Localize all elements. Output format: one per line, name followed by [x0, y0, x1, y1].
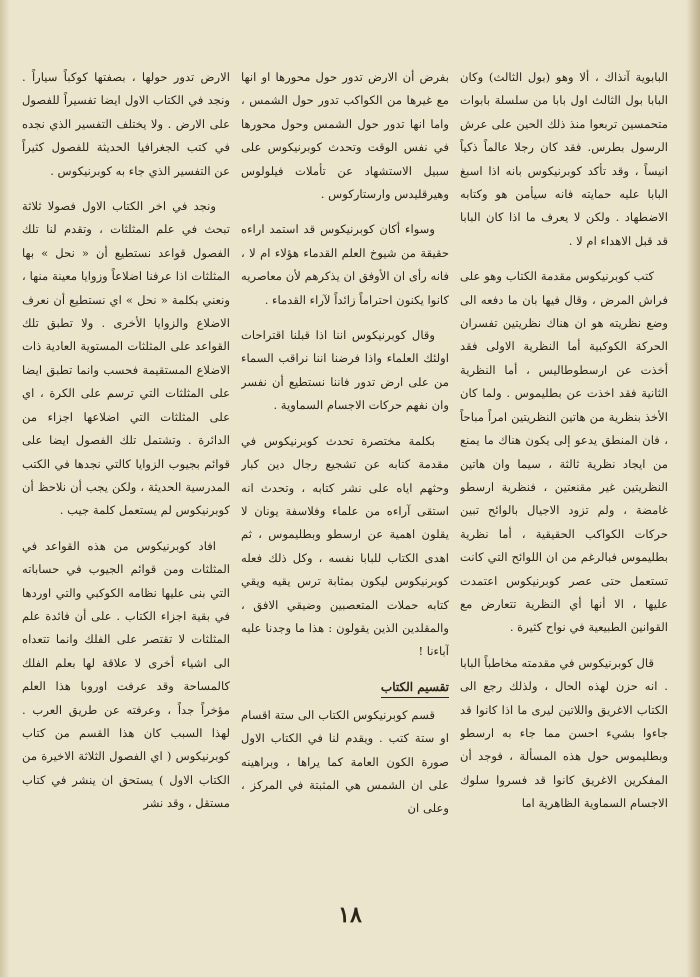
paragraph: افاد كوبرنيكوس من هذه القواعد في المثلثات ومن قوائم الجيوب في حساباته التي بنى عليها نظامه الكوكبي والتي اوردها في بقية اجزاء الكتاب . على أن فائدة علم المثلثات لا تقتصر على الفلك وانما تتعداه الى اشياء أخرى لا علاقة لها بعلم الفلك كالمساحة وقد عرفت اوروبا هذا العلم مؤخراً جداً ، وعرفته عن طريق العرب . لهذا السبب كان هذا القسم من كتاب كوبرنيكوس ( اي الفصول الثلاثة الاخيرة من الكتاب الاول ) يستحق ان ينشر في كتاب مستقل ، وقد نشر	[22, 538, 230, 811]
column-left	[22, 66, 230, 906]
paragraph: الارض تدور حولها ، بصفتها كوكباً سياراً . ونجد في الكتاب الاول ايضا تفسيراً للفصول على الارض . ولا يختلف التفسير الذي نجده في كتب الجغرافيا الحديثة للفصول كثيراً عن التفسير الذي جاء به كوبرنيكوس .	[22, 70, 230, 178]
column-middle	[241, 66, 449, 906]
paragraph: البابوية آنذاك ، ألا وهو (بول الثالث) وكان البابا بول الثالث اول بابا من سلسلة بابوات متحمسين تربعوا منذ ذلك الحين على عرش الرسول بطرس. فقد كان رجلا عالماً ذكياً انيساً ، وقد تأكد كوبرنيكوس بانه اذا اسبغ البابا عليه حمايته فانه سيأمن هو وكتابه الاضطهاد . ولكن لا يعرف ما اذا كان البابا قد قبل الاهداء ام لا .	[460, 70, 668, 248]
section-heading: تقسيم الكتاب	[381, 677, 449, 698]
text-columns	[22, 66, 668, 906]
paragraph: ونجد في اخر الكتاب الاول فصولا ثلاثة تبحث في علم المثلثات ، وتقدم لنا تلك الفصول قواعد نستطيع أن « نحل » بها المثلثات اذا عرفنا اضلاعاً وزوايا معينة منها ، ونعني بكلمة « نحل » اي نستطيع أن نعرف الاضلاع والزوايا الأخرى . ولا تطبق تلك القواعد على المثلثات المستوية العادية ذات الاضلاع المستقيمة فحسب وانما تطبق ايضا على المثلثات التي ترسم على الكرة ، اي على المثلثات التي اضلاعها اجزاء من الدائرة . وتشتمل تلك الفصول ايضا على قوائم بجيوب الزوايا كالتي نجدها في الكتب المدرسية الحديثة ، ولكن يجب أن نلاحظ أن كوبرنيكوس لم يستعمل كلمة جيب .	[22, 199, 230, 518]
paragraph: بكلمة مختصرة تحدث كوبرنيكوس في مقدمة كتابه عن تشجيع رجال دين كبار وحثهم اياه على نشر كتابه ، وتحدث انه استقى آراءه من علماء وفلاسفة يونان لا يقلون اهمية عن ارسطو وبطليموس ، ثم اهدى الكتاب للبابا نفسه ، وكل ذلك فعله كوبرنيكوس ليكون بمثابة ترس يقيه ويقي كتابه حملات المتعصبين وضيقي الافق ، والمقلدين الذين يقولون : هذا ما وجدنا عليه آباءنا !	[241, 433, 449, 659]
paragraph: قسم كوبرنيكوس الكتاب الى ستة اقسام او ستة كتب . ويقدم لنا في الكتاب الاول صورة الكون العامة كما يراها ، وبراهينه على ان الشمس هي المثبتة في المركز ، وعلى ان	[241, 707, 449, 816]
paragraph: كتب كوبرنيكوس مقدمة الكتاب وهو على فراش المرض ، وقال فيها بان ما دفعه الى وضع نظريته هو ان هناك نظريتين تفسران الحركة الكوكبية أما النظرية الاولى فقد أخذت عن ارسطوطاليس ، أما النظرية الثانية فقد اخذت عن بطليموس . ولما كان الأخذ بنظرية من هاتين النظريتين امراً مباحاً ، فان المنطق يدعو إلى يكون هناك ما يمنع من ايجاد نظرية ثالثة ، سيما وان هاتين النظريتين غير مقنعتين ، فنظرية ارسطو غامضة ، ولم تزود الاجيال بالوائح تبين حركات الكواكب الحقيقية ، أما نظرية بطليموس فبالرغم من ان اللوائح التي كانت تستعمل حتى عصر كوبرنيكوس اعتمدت عليها ، الا أنها أي النظرية تتعارض مع القوانين الطبيعية في نواح كثيرة .	[460, 269, 668, 635]
paragraph: قال كوبرنيكوس في مقدمته مخاطباً البابا . انه حزن لهذه الحال ، ولذلك رجع الى الكتاب الاغريق واللاتين ليرى ما اذا كانوا قد جاءوا بشيء احسن مما جاء به ارسطو وبطليموس حول هذه المسألة ، فوجد أن المفكرين الاغريق كانوا قد فسروا سلوك الاجسام السماوية الظاهرية اما	[460, 655, 668, 811]
paragraph: وقال كوبرنيكوس اننا اذا قبلنا اقتراحات اولئك العلماء واذا فرضنا اننا نراقب السماء من على ارض تدور فاننا نستطيع أن نفسر وان نفهم حركات الاجسام السماوية .	[241, 328, 449, 413]
paragraph: وسواء أكان كوبرنيكوس قد استمد اراءه حقيقة من شيوخ العلم القدماء هؤلاء ام لا ، فانه رأى ان الأوفق ان يذكرهم لأن معاصريه كانوا يكنون احتراماً زائداً لآراء القدماء .	[241, 222, 449, 307]
column-right	[460, 66, 668, 906]
page-edge-shadow	[686, 0, 700, 977]
paragraph: بفرض أن الارض تدور حول محورها او انها مع غيرها من الكواكب تدور حول الشمس ، واما انها تدور حول الشمس وحول محورها في نفس الوقت وتحدث كوبرنيكوس على سبيل الاستشهاد عن تأملات فيلولوس وهيرقليدس وارستاركوس .	[241, 70, 449, 202]
binding-shadow	[0, 0, 10, 977]
page-number: ١٨	[338, 902, 362, 928]
